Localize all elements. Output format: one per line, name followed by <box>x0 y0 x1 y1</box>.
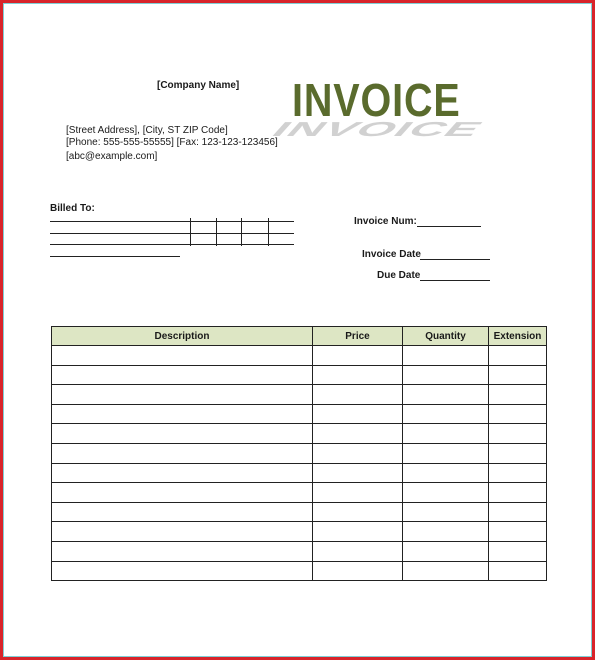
table-row <box>52 424 547 444</box>
due-date-label: Due Date <box>377 270 421 281</box>
table-cell[interactable] <box>52 522 313 542</box>
table-cell[interactable] <box>52 424 313 444</box>
table-cell[interactable] <box>489 365 547 385</box>
billed-divider <box>216 218 217 246</box>
table-cell[interactable] <box>313 424 403 444</box>
table-cell[interactable] <box>489 522 547 542</box>
table-cell[interactable] <box>403 463 489 483</box>
company-name: [Company Name] <box>157 80 240 91</box>
table-cell[interactable] <box>403 365 489 385</box>
table-header-row <box>52 327 547 346</box>
table-cell[interactable] <box>313 365 403 385</box>
table-row <box>52 385 547 405</box>
table-cell[interactable] <box>489 483 547 503</box>
billed-divider <box>190 218 191 246</box>
table-cell[interactable] <box>403 385 489 405</box>
table-row <box>52 365 547 385</box>
address-line: [Street Address], [City, ST ZIP Code] <box>66 125 228 136</box>
invoice-date-label: Invoice Date <box>362 249 421 260</box>
table-cell[interactable] <box>403 346 489 366</box>
table-row <box>52 483 547 503</box>
items-table <box>51 326 547 581</box>
table-cell[interactable] <box>489 463 547 483</box>
table-cell[interactable] <box>403 541 489 561</box>
billed-divider <box>241 218 242 246</box>
table-cell[interactable] <box>313 463 403 483</box>
table-row <box>52 346 547 366</box>
table-cell[interactable] <box>489 541 547 561</box>
billed-divider <box>268 218 269 246</box>
billed-to-line-2[interactable] <box>50 233 294 234</box>
table-cell[interactable] <box>313 502 403 522</box>
table-row <box>52 561 547 581</box>
table-cell[interactable] <box>313 541 403 561</box>
table-cell[interactable] <box>52 365 313 385</box>
table-cell[interactable] <box>403 561 489 581</box>
table-cell[interactable] <box>313 561 403 581</box>
billed-to-line-4[interactable] <box>50 256 180 257</box>
table-cell[interactable] <box>489 385 547 405</box>
invoice-title-shadow: INVOICE <box>265 118 490 141</box>
table-cell[interactable] <box>489 346 547 366</box>
table-cell[interactable] <box>313 443 403 463</box>
invoice-date-field[interactable] <box>420 259 490 260</box>
column-header-extension: Extension <box>489 327 547 346</box>
phone-fax-line: [Phone: 555-555-55555] [Fax: 123-123-123456] <box>66 137 278 148</box>
table-cell[interactable] <box>52 502 313 522</box>
column-header-quantity: Quantity <box>403 327 489 346</box>
table-row <box>52 443 547 463</box>
invoice-num-label: Invoice Num: <box>354 216 417 227</box>
table-cell[interactable] <box>313 483 403 503</box>
table-row <box>52 463 547 483</box>
table-row <box>52 541 547 561</box>
table-cell[interactable] <box>313 385 403 405</box>
invoice-num-field[interactable] <box>417 226 481 227</box>
table-cell[interactable] <box>313 522 403 542</box>
table-cell[interactable] <box>489 502 547 522</box>
billed-to-line-3[interactable] <box>50 244 294 245</box>
table-cell[interactable] <box>313 404 403 424</box>
billed-to-line-1[interactable] <box>50 221 294 222</box>
table-cell[interactable] <box>52 483 313 503</box>
table-row <box>52 404 547 424</box>
table-cell[interactable] <box>489 404 547 424</box>
table-cell[interactable] <box>52 346 313 366</box>
table-cell[interactable] <box>403 443 489 463</box>
invoice-title: INVOICE <box>292 74 461 126</box>
table-cell[interactable] <box>403 424 489 444</box>
table-cell[interactable] <box>52 404 313 424</box>
billed-to-label: Billed To: <box>50 203 95 214</box>
table-cell[interactable] <box>313 346 403 366</box>
column-header-price: Price <box>313 327 403 346</box>
due-date-field[interactable] <box>420 280 490 281</box>
table-cell[interactable] <box>52 541 313 561</box>
table-row <box>52 502 547 522</box>
invoice-title-block <box>258 74 490 141</box>
table-cell[interactable] <box>52 385 313 405</box>
table-cell[interactable] <box>52 561 313 581</box>
table-cell[interactable] <box>489 561 547 581</box>
column-header-description: Description <box>52 327 313 346</box>
table-cell[interactable] <box>489 443 547 463</box>
table-cell[interactable] <box>403 522 489 542</box>
table-cell[interactable] <box>403 404 489 424</box>
table-cell[interactable] <box>52 463 313 483</box>
table-cell[interactable] <box>52 443 313 463</box>
table-row <box>52 522 547 542</box>
table-cell[interactable] <box>489 424 547 444</box>
email-line: [abc@example.com] <box>66 151 158 162</box>
table-cell[interactable] <box>403 502 489 522</box>
table-cell[interactable] <box>403 483 489 503</box>
